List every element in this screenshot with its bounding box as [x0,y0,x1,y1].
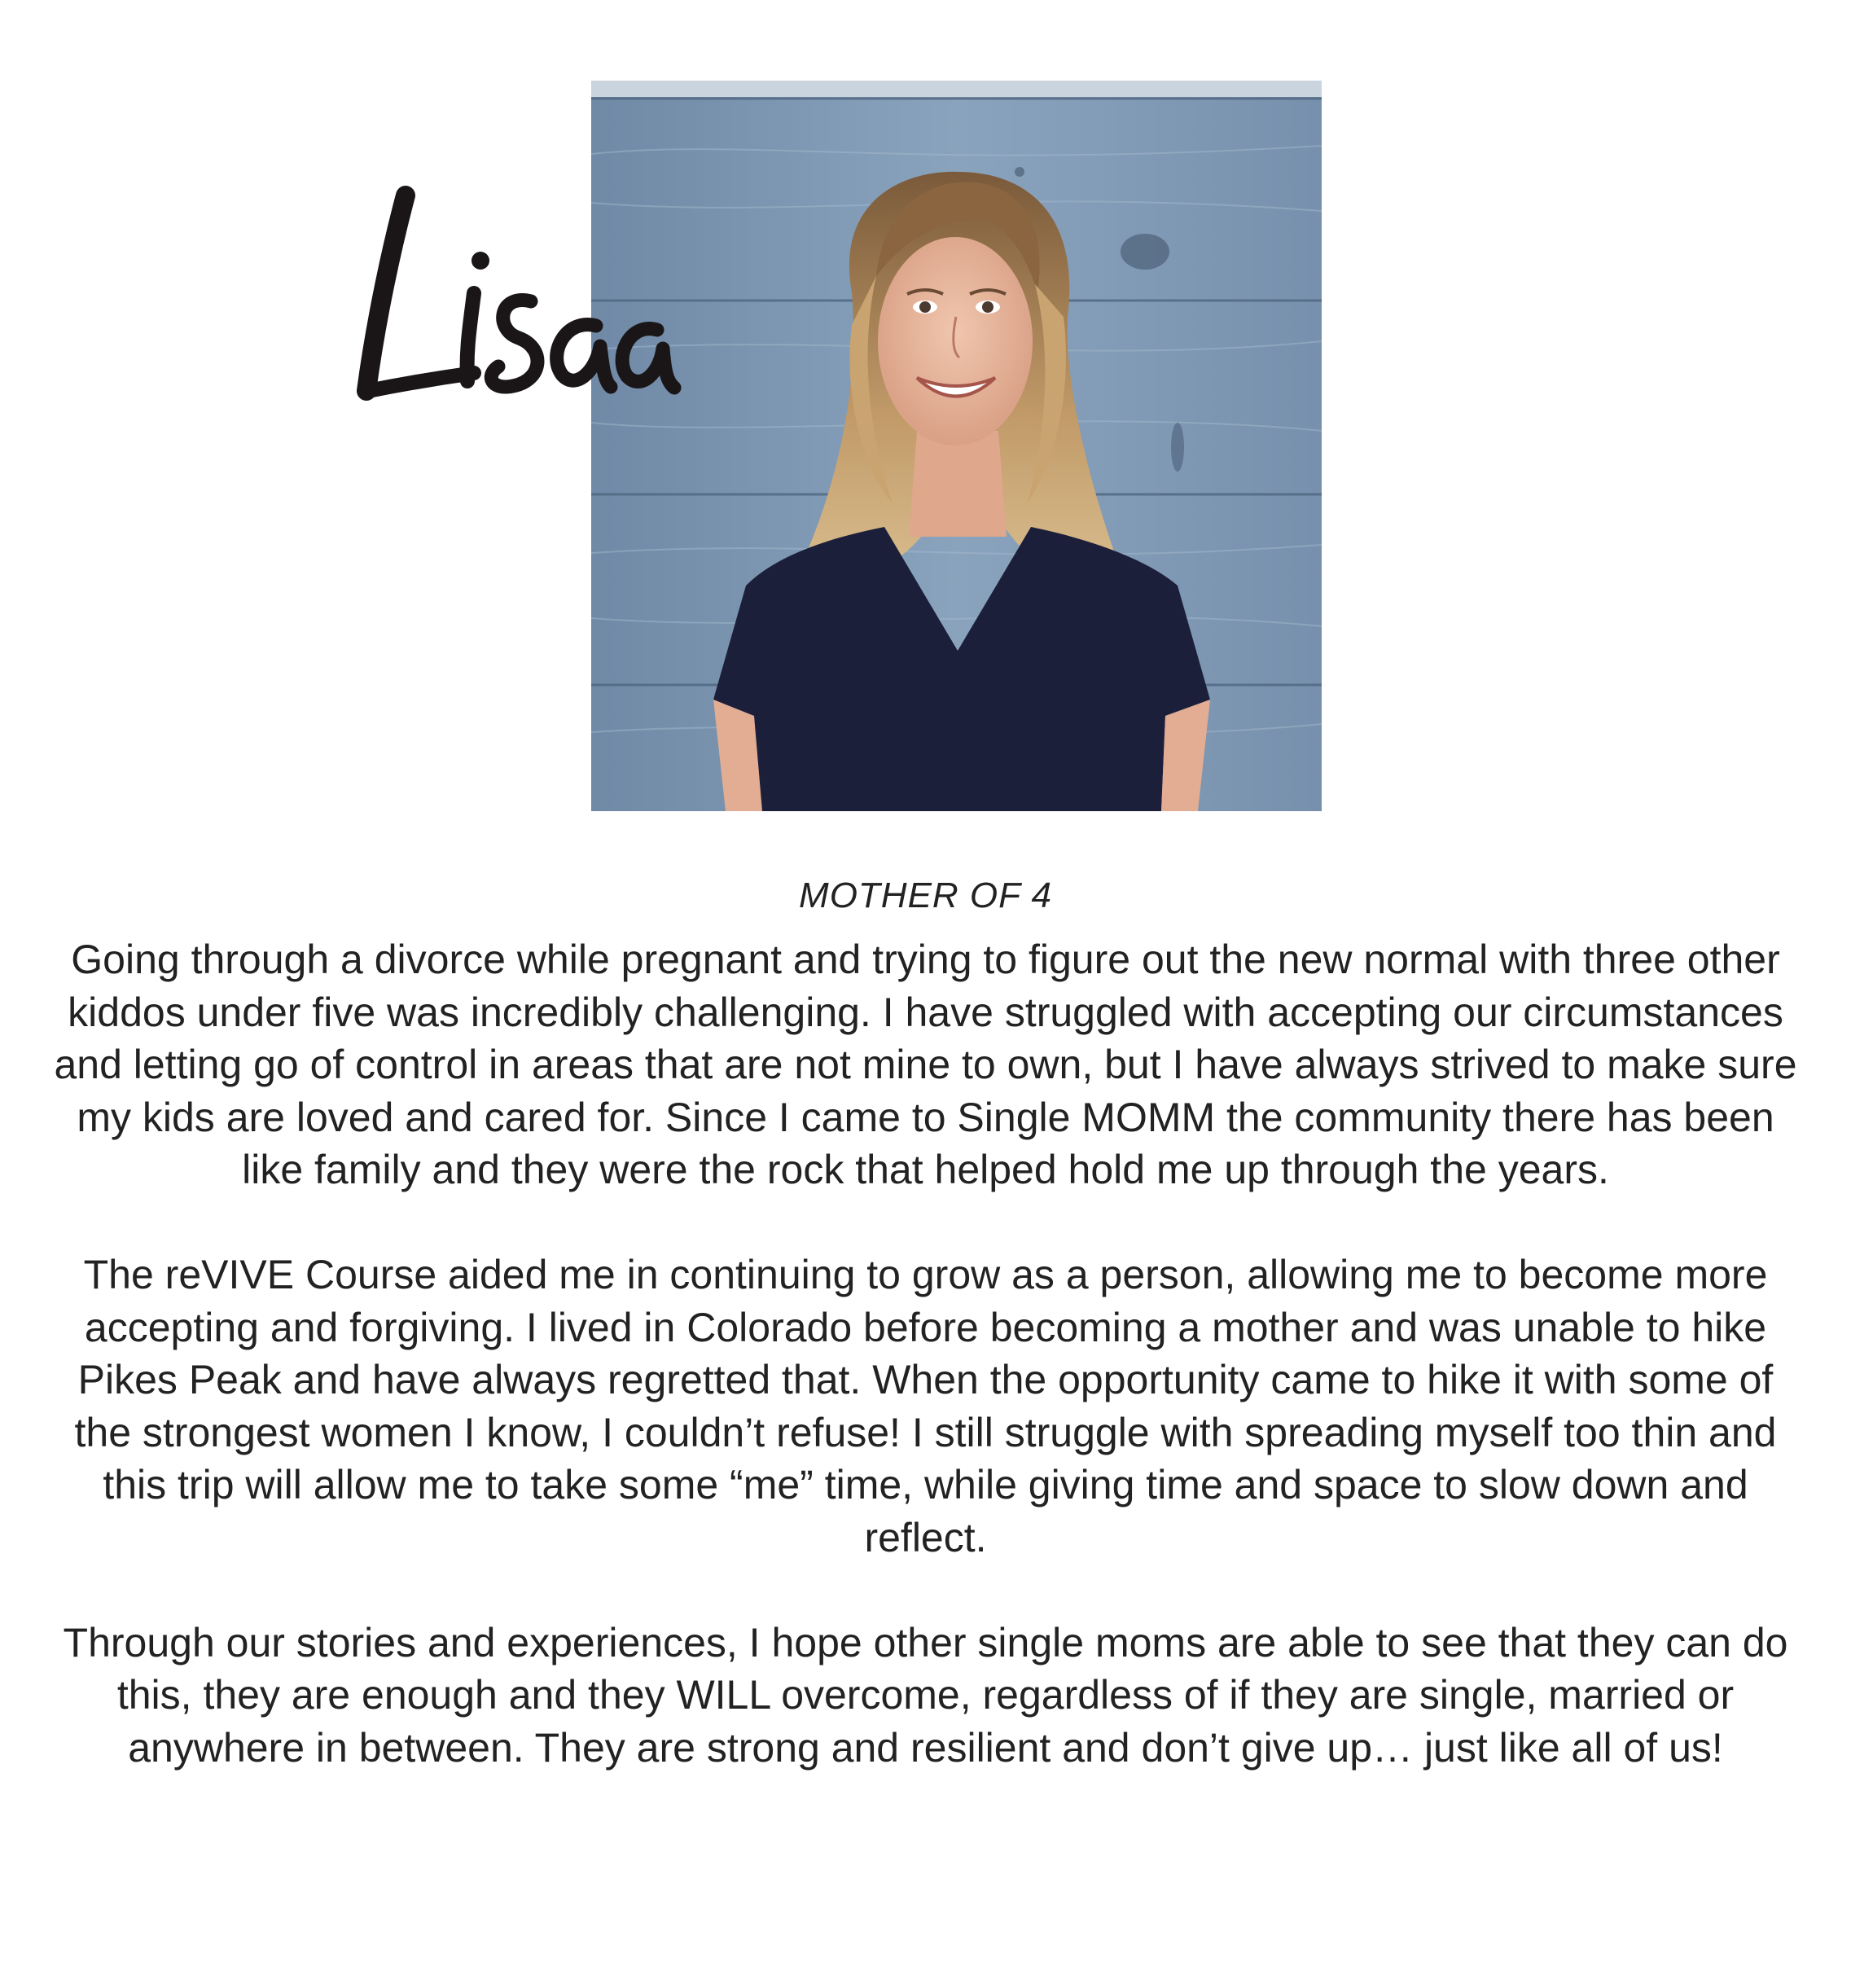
subtitle: MOTHER OF 4 [799,876,1052,915]
story-paragraph: Through our stories and experiences, I hope other single moms are able to see that they can do this, they are enough and they WILL overcome, regardless of if they are single, married or anywhere in between. They are strong and resilient and don’t give up… just like all of us! [63,1619,1788,1771]
portrait-illustration [591,81,1322,811]
story-paragraph: The reVIVE Course aided me in continuing to grow as a person, allowing me to become more accepting and forgiving. I lived in Colorado before becoming a mother and was unable to hike Pikes Peak and have always regretted that. When the opportunity came to hike it with some of the strongest women I know, I couldn’t refuse! I still struggle with spreading myself too thin and this trip will allow me to take some “me” time, while giving time and space to slow down and reflect. [74,1251,1777,1560]
name-script-logo [352,171,694,415]
profile-photo [591,81,1322,811]
story-paragraph: Going through a divorce while pregnant and trying to figure out the new normal with three other kiddos under five was incredibly challenging. I have struggled with accepting our circumstances and letting go of control in areas that are not mine to own, but I have always strived to make sure my kids are loved and cared for. Since I came to Single MOMM the community there has been like family and they were the rock that helped hold me up through the years. [54,937,1797,1193]
story-text [49,933,1802,1774]
